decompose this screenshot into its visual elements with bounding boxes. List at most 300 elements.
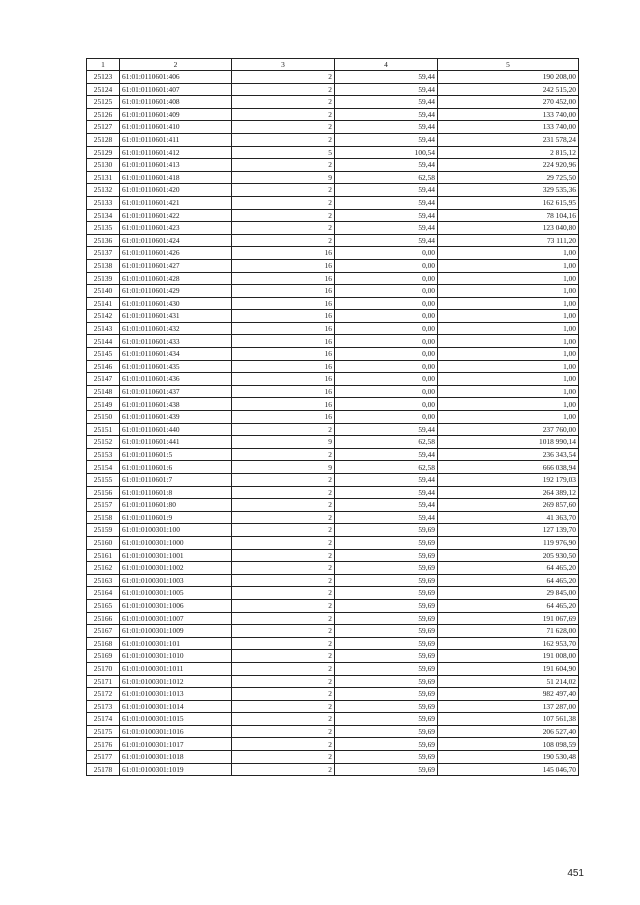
rate-cell: 59,69 — [335, 536, 438, 549]
table-row — [87, 159, 579, 172]
code-cell: 16 — [232, 411, 335, 424]
table-body — [87, 71, 579, 776]
row-number-cell: 25148 — [87, 385, 120, 398]
rate-cell: 59,69 — [335, 700, 438, 713]
value-cell: 127 139,70 — [438, 524, 579, 537]
rate-cell: 59,69 — [335, 562, 438, 575]
value-cell: 205 930,50 — [438, 549, 579, 562]
value-cell: 162 953,70 — [438, 637, 579, 650]
code-cell: 2 — [232, 725, 335, 738]
column-header-2: 2 — [120, 59, 232, 71]
table-row — [87, 133, 579, 146]
code-cell: 2 — [232, 574, 335, 587]
rate-cell: 59,44 — [335, 71, 438, 84]
column-header-1: 1 — [87, 59, 120, 71]
rate-cell: 0,00 — [335, 322, 438, 335]
row-number-cell: 25137 — [87, 247, 120, 260]
table-row — [87, 71, 579, 84]
code-cell: 2 — [232, 121, 335, 134]
cadastral-number-cell: 61:01:0110601:412 — [120, 146, 232, 159]
row-number-cell: 25134 — [87, 209, 120, 222]
code-cell: 2 — [232, 587, 335, 600]
row-number-cell: 25142 — [87, 310, 120, 323]
table-row — [87, 423, 579, 436]
page-number: 451 — [567, 868, 584, 879]
cadastral-number-cell: 61:01:0100301:1005 — [120, 587, 232, 600]
value-cell: 206 527,40 — [438, 725, 579, 738]
rate-cell: 59,69 — [335, 625, 438, 638]
row-number-cell: 25126 — [87, 108, 120, 121]
cadastral-number-cell: 61:01:0110601:5 — [120, 448, 232, 461]
code-cell: 16 — [232, 297, 335, 310]
value-cell: 64 465,20 — [438, 562, 579, 575]
value-cell: 1,00 — [438, 310, 579, 323]
table-row — [87, 272, 579, 285]
value-cell: 78 104,16 — [438, 209, 579, 222]
value-cell: 1,00 — [438, 285, 579, 298]
cadastral-number-cell: 61:01:0110601:418 — [120, 171, 232, 184]
code-cell: 2 — [232, 96, 335, 109]
cadastral-number-cell: 61:01:0100301:1018 — [120, 751, 232, 764]
value-cell: 137 287,00 — [438, 700, 579, 713]
row-number-cell: 25152 — [87, 436, 120, 449]
value-cell: 190 208,00 — [438, 71, 579, 84]
code-cell: 16 — [232, 398, 335, 411]
rate-cell: 59,44 — [335, 222, 438, 235]
value-cell: 71 628,00 — [438, 625, 579, 638]
table-row — [87, 448, 579, 461]
table-row — [87, 751, 579, 764]
table-row — [87, 360, 579, 373]
row-number-cell: 25163 — [87, 574, 120, 587]
table-row — [87, 196, 579, 209]
cadastral-number-cell: 61:01:0110601:426 — [120, 247, 232, 260]
cadastral-number-cell: 61:01:0110601:438 — [120, 398, 232, 411]
rate-cell: 0,00 — [335, 385, 438, 398]
table-row — [87, 461, 579, 474]
rate-cell: 59,69 — [335, 599, 438, 612]
table-row — [87, 536, 579, 549]
table-row — [87, 222, 579, 235]
rate-cell: 59,44 — [335, 159, 438, 172]
value-cell: 329 535,36 — [438, 184, 579, 197]
cadastral-number-cell: 61:01:0110601:423 — [120, 222, 232, 235]
rate-cell: 59,69 — [335, 751, 438, 764]
value-cell: 236 343,54 — [438, 448, 579, 461]
table-row — [87, 700, 579, 713]
rate-cell: 0,00 — [335, 259, 438, 272]
code-cell: 2 — [232, 486, 335, 499]
cadastral-number-cell: 61:01:0100301:1015 — [120, 713, 232, 726]
cadastral-number-cell: 61:01:0100301:1017 — [120, 738, 232, 751]
value-cell: 123 040,80 — [438, 222, 579, 235]
value-cell: 1,00 — [438, 297, 579, 310]
rate-cell: 59,44 — [335, 184, 438, 197]
cadastral-number-cell: 61:01:0110601:427 — [120, 259, 232, 272]
cadastral-number-cell: 61:01:0110601:436 — [120, 373, 232, 386]
table-row — [87, 247, 579, 260]
cadastral-number-cell: 61:01:0110601:411 — [120, 133, 232, 146]
value-cell: 1,00 — [438, 259, 579, 272]
table-row — [87, 373, 579, 386]
table-row — [87, 348, 579, 361]
code-cell: 16 — [232, 385, 335, 398]
value-cell: 107 561,38 — [438, 713, 579, 726]
code-cell: 2 — [232, 234, 335, 247]
value-cell: 224 920,96 — [438, 159, 579, 172]
rate-cell: 59,44 — [335, 423, 438, 436]
rate-cell: 59,44 — [335, 486, 438, 499]
cadastral-number-cell: 61:01:0110601:430 — [120, 297, 232, 310]
table-row — [87, 738, 579, 751]
row-number-cell: 25128 — [87, 133, 120, 146]
code-cell: 2 — [232, 662, 335, 675]
row-number-cell: 25124 — [87, 83, 120, 96]
rate-cell: 59,44 — [335, 511, 438, 524]
table-row — [87, 259, 579, 272]
rate-cell: 59,44 — [335, 209, 438, 222]
cadastral-number-cell: 61:01:0100301:1016 — [120, 725, 232, 738]
value-cell: 51 214,02 — [438, 675, 579, 688]
value-cell: 191 008,00 — [438, 650, 579, 663]
code-cell: 2 — [232, 763, 335, 776]
value-cell: 242 515,20 — [438, 83, 579, 96]
table-row — [87, 411, 579, 424]
cadastral-number-cell: 61:01:0110601:9 — [120, 511, 232, 524]
row-number-cell: 25131 — [87, 171, 120, 184]
row-number-cell: 25171 — [87, 675, 120, 688]
row-number-cell: 25132 — [87, 184, 120, 197]
row-number-cell: 25169 — [87, 650, 120, 663]
row-number-cell: 25155 — [87, 474, 120, 487]
column-header-5: 5 — [438, 59, 579, 71]
table-row — [87, 524, 579, 537]
cadastral-number-cell: 61:01:0100301:1010 — [120, 650, 232, 663]
row-number-cell: 25166 — [87, 612, 120, 625]
code-cell: 2 — [232, 599, 335, 612]
row-number-cell: 25151 — [87, 423, 120, 436]
code-cell: 16 — [232, 360, 335, 373]
code-cell: 2 — [232, 196, 335, 209]
value-cell: 191 604,90 — [438, 662, 579, 675]
cadastral-number-cell: 61:01:0100301:1000 — [120, 536, 232, 549]
table-row — [87, 335, 579, 348]
code-cell: 2 — [232, 675, 335, 688]
cadastral-number-cell: 61:01:0100301:1003 — [120, 574, 232, 587]
rate-cell: 59,44 — [335, 499, 438, 512]
value-cell: 264 389,12 — [438, 486, 579, 499]
table-row — [87, 511, 579, 524]
code-cell: 2 — [232, 511, 335, 524]
cadastral-number-cell: 61:01:0110601:441 — [120, 436, 232, 449]
table-row — [87, 184, 579, 197]
row-number-cell: 25135 — [87, 222, 120, 235]
rate-cell: 59,69 — [335, 650, 438, 663]
cadastral-number-cell: 61:01:0110601:422 — [120, 209, 232, 222]
row-number-cell: 25176 — [87, 738, 120, 751]
cadastral-number-cell: 61:01:0110601:439 — [120, 411, 232, 424]
table-row — [87, 171, 579, 184]
value-cell: 1,00 — [438, 360, 579, 373]
value-cell: 1,00 — [438, 247, 579, 260]
cadastral-number-cell: 61:01:0100301:1007 — [120, 612, 232, 625]
row-number-cell: 25170 — [87, 662, 120, 675]
code-cell: 2 — [232, 688, 335, 701]
value-cell: 145 046,70 — [438, 763, 579, 776]
table-row — [87, 587, 579, 600]
value-cell: 1,00 — [438, 335, 579, 348]
table-header-row — [87, 59, 579, 71]
cadastral-number-cell: 61:01:0110601:428 — [120, 272, 232, 285]
value-cell: 1,00 — [438, 398, 579, 411]
value-cell: 108 098,59 — [438, 738, 579, 751]
code-cell: 16 — [232, 272, 335, 285]
code-cell: 2 — [232, 650, 335, 663]
rate-cell: 62,58 — [335, 461, 438, 474]
row-number-cell: 25154 — [87, 461, 120, 474]
rate-cell: 59,69 — [335, 524, 438, 537]
cadastral-number-cell: 61:01:0110601:429 — [120, 285, 232, 298]
code-cell: 2 — [232, 612, 335, 625]
rate-cell: 0,00 — [335, 373, 438, 386]
value-cell: 133 740,00 — [438, 121, 579, 134]
code-cell: 2 — [232, 423, 335, 436]
cadastral-number-cell: 61:01:0100301:1014 — [120, 700, 232, 713]
rate-cell: 0,00 — [335, 297, 438, 310]
cadastral-number-cell: 61:01:0110601:80 — [120, 499, 232, 512]
rate-cell: 59,69 — [335, 549, 438, 562]
table-row — [87, 688, 579, 701]
code-cell: 2 — [232, 524, 335, 537]
code-cell: 2 — [232, 222, 335, 235]
table-row — [87, 209, 579, 222]
row-number-cell: 25165 — [87, 599, 120, 612]
cadastral-number-cell: 61:01:0100301:1013 — [120, 688, 232, 701]
row-number-cell: 25164 — [87, 587, 120, 600]
cadastral-number-cell: 61:01:0100301:1002 — [120, 562, 232, 575]
rate-cell: 59,44 — [335, 196, 438, 209]
table-row — [87, 499, 579, 512]
row-number-cell: 25146 — [87, 360, 120, 373]
value-cell: 29 845,00 — [438, 587, 579, 600]
row-number-cell: 25145 — [87, 348, 120, 361]
rate-cell: 0,00 — [335, 411, 438, 424]
cadastral-number-cell: 61:01:0100301:1006 — [120, 599, 232, 612]
code-cell: 16 — [232, 285, 335, 298]
cadastral-number-cell: 61:01:0110601:424 — [120, 234, 232, 247]
table-row — [87, 83, 579, 96]
row-number-cell: 25158 — [87, 511, 120, 524]
cadastral-number-cell: 61:01:0110601:437 — [120, 385, 232, 398]
code-cell: 16 — [232, 373, 335, 386]
cadastral-number-cell: 61:01:0110601:421 — [120, 196, 232, 209]
row-number-cell: 25150 — [87, 411, 120, 424]
value-cell: 666 038,94 — [438, 461, 579, 474]
rate-cell: 0,00 — [335, 285, 438, 298]
value-cell: 237 760,00 — [438, 423, 579, 436]
table-row — [87, 108, 579, 121]
cadastral-number-cell: 61:01:0110601:432 — [120, 322, 232, 335]
code-cell: 2 — [232, 700, 335, 713]
value-cell: 191 067,69 — [438, 612, 579, 625]
rate-cell: 59,69 — [335, 713, 438, 726]
rate-cell: 59,69 — [335, 725, 438, 738]
cadastral-number-cell: 61:01:0100301:1012 — [120, 675, 232, 688]
table-row — [87, 725, 579, 738]
value-cell: 231 578,24 — [438, 133, 579, 146]
code-cell: 2 — [232, 108, 335, 121]
row-number-cell: 25159 — [87, 524, 120, 537]
value-cell: 1,00 — [438, 373, 579, 386]
value-cell: 73 111,20 — [438, 234, 579, 247]
value-cell: 190 530,48 — [438, 751, 579, 764]
rate-cell: 0,00 — [335, 272, 438, 285]
rate-cell: 59,44 — [335, 108, 438, 121]
rate-cell: 59,69 — [335, 675, 438, 688]
row-number-cell: 25149 — [87, 398, 120, 411]
table-row — [87, 322, 579, 335]
rate-cell: 59,69 — [335, 587, 438, 600]
value-cell: 1,00 — [438, 348, 579, 361]
table-row — [87, 486, 579, 499]
row-number-cell: 25141 — [87, 297, 120, 310]
column-header-4: 4 — [335, 59, 438, 71]
rate-cell: 59,44 — [335, 448, 438, 461]
rate-cell: 59,69 — [335, 637, 438, 650]
row-number-cell: 25139 — [87, 272, 120, 285]
table-row — [87, 436, 579, 449]
value-cell: 270 452,00 — [438, 96, 579, 109]
table-row — [87, 310, 579, 323]
cadastral-number-cell: 61:01:0100301:100 — [120, 524, 232, 537]
value-cell: 1,00 — [438, 322, 579, 335]
rate-cell: 59,69 — [335, 763, 438, 776]
cadastral-number-cell: 61:01:0110601:408 — [120, 96, 232, 109]
row-number-cell: 25138 — [87, 259, 120, 272]
row-number-cell: 25130 — [87, 159, 120, 172]
code-cell: 2 — [232, 71, 335, 84]
row-number-cell: 25133 — [87, 196, 120, 209]
code-cell: 9 — [232, 436, 335, 449]
row-number-cell: 25160 — [87, 536, 120, 549]
cadastral-number-cell: 61:01:0110601:8 — [120, 486, 232, 499]
table-row — [87, 234, 579, 247]
code-cell: 2 — [232, 448, 335, 461]
code-cell: 2 — [232, 625, 335, 638]
row-number-cell: 25136 — [87, 234, 120, 247]
table-row — [87, 625, 579, 638]
row-number-cell: 25172 — [87, 688, 120, 701]
code-cell: 5 — [232, 146, 335, 159]
row-number-cell: 25144 — [87, 335, 120, 348]
rate-cell: 59,69 — [335, 662, 438, 675]
cadastral-number-cell: 61:01:0110601:420 — [120, 184, 232, 197]
row-number-cell: 25129 — [87, 146, 120, 159]
code-cell: 2 — [232, 751, 335, 764]
cadastral-number-cell: 61:01:0110601:409 — [120, 108, 232, 121]
value-cell: 133 740,00 — [438, 108, 579, 121]
rate-cell: 59,69 — [335, 574, 438, 587]
table-row — [87, 763, 579, 776]
code-cell: 2 — [232, 474, 335, 487]
row-number-cell: 25123 — [87, 71, 120, 84]
row-number-cell: 25157 — [87, 499, 120, 512]
table-row — [87, 285, 579, 298]
code-cell: 2 — [232, 738, 335, 751]
row-number-cell: 25175 — [87, 725, 120, 738]
rate-cell: 59,44 — [335, 96, 438, 109]
value-cell: 64 465,20 — [438, 599, 579, 612]
rate-cell: 59,69 — [335, 738, 438, 751]
table-row — [87, 713, 579, 726]
cadastral-number-cell: 61:01:0110601:410 — [120, 121, 232, 134]
row-number-cell: 25143 — [87, 322, 120, 335]
rate-cell: 59,69 — [335, 688, 438, 701]
row-number-cell: 25168 — [87, 637, 120, 650]
table-row — [87, 297, 579, 310]
code-cell: 9 — [232, 461, 335, 474]
row-number-cell: 25177 — [87, 751, 120, 764]
code-cell: 16 — [232, 335, 335, 348]
rate-cell: 59,44 — [335, 121, 438, 134]
value-cell: 1,00 — [438, 272, 579, 285]
row-number-cell: 25147 — [87, 373, 120, 386]
value-cell: 29 725,50 — [438, 171, 579, 184]
table-row — [87, 96, 579, 109]
row-number-cell: 25156 — [87, 486, 120, 499]
cadastral-number-cell: 61:01:0110601:6 — [120, 461, 232, 474]
code-cell: 2 — [232, 562, 335, 575]
code-cell: 2 — [232, 83, 335, 96]
value-cell: 64 465,20 — [438, 574, 579, 587]
value-cell: 1,00 — [438, 411, 579, 424]
value-cell: 269 857,60 — [438, 499, 579, 512]
cadastral-number-cell: 61:01:0110601:431 — [120, 310, 232, 323]
value-cell: 1,00 — [438, 385, 579, 398]
value-cell: 119 976,90 — [438, 536, 579, 549]
code-cell: 2 — [232, 184, 335, 197]
rate-cell: 59,69 — [335, 612, 438, 625]
rate-cell: 0,00 — [335, 348, 438, 361]
table-row — [87, 650, 579, 663]
rate-cell: 0,00 — [335, 398, 438, 411]
cadastral-table — [86, 58, 579, 776]
cadastral-number-cell: 61:01:0110601:433 — [120, 335, 232, 348]
table-row — [87, 662, 579, 675]
code-cell: 16 — [232, 322, 335, 335]
row-number-cell: 25162 — [87, 562, 120, 575]
table-row — [87, 474, 579, 487]
table-row — [87, 637, 579, 650]
row-number-cell: 25127 — [87, 121, 120, 134]
rate-cell: 0,00 — [335, 247, 438, 260]
cadastral-number-cell: 61:01:0110601:406 — [120, 71, 232, 84]
code-cell: 2 — [232, 209, 335, 222]
row-number-cell: 25178 — [87, 763, 120, 776]
value-cell: 982 497,40 — [438, 688, 579, 701]
row-number-cell: 25173 — [87, 700, 120, 713]
table-row — [87, 549, 579, 562]
cadastral-number-cell: 61:01:0100301:1009 — [120, 625, 232, 638]
cadastral-number-cell: 61:01:0100301:1001 — [120, 549, 232, 562]
code-cell: 16 — [232, 247, 335, 260]
cadastral-number-cell: 61:01:0110601:435 — [120, 360, 232, 373]
value-cell: 41 363,70 — [438, 511, 579, 524]
cadastral-number-cell: 61:01:0110601:7 — [120, 474, 232, 487]
table-row — [87, 599, 579, 612]
table-row — [87, 612, 579, 625]
row-number-cell: 25167 — [87, 625, 120, 638]
